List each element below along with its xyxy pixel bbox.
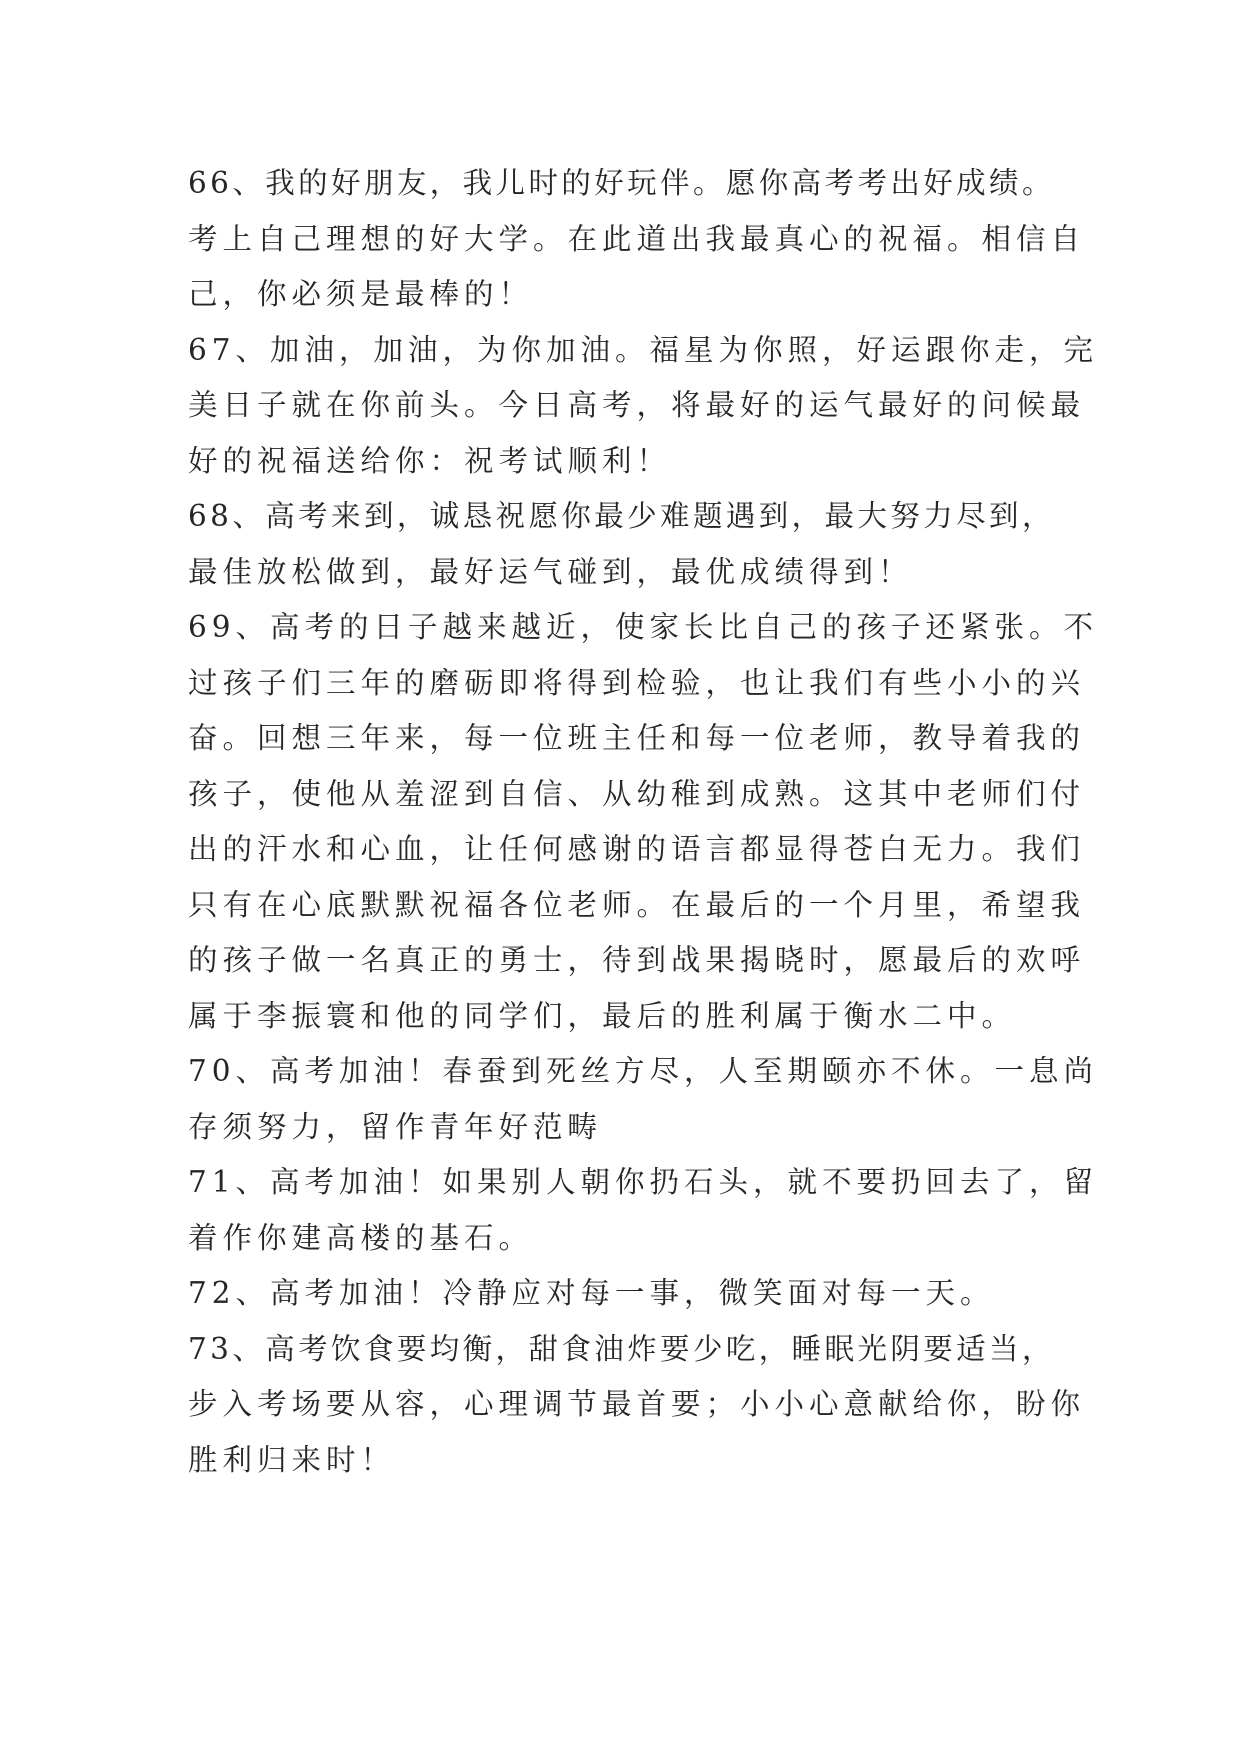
text-line: 67、加油，加油，为你加油。福星为你照，好运跟你走，完 [188,332,1099,367]
text-line: 68、高考来到，诚恳祝愿你最少难题遇到，最大努力尽到， [188,499,1055,533]
text-line: 步入考场要从容，心理调节最首要；小小心意献给你，盼你 [188,1387,1086,1421]
text-line: 奋。回想三年来，每一位班主任和每一位老师，教导着我的 [188,721,1086,755]
text-line: 最佳放松做到，最好运气碰到，最优成绩得到！ [188,554,913,589]
text-line: 的孩子做一名真正的勇士，待到战果揭晓时，愿最后的欢呼 [188,943,1086,977]
text-line: 72、高考加油！冷静应对每一事，微笑面对每一天。 [188,1276,995,1310]
text-line: 过孩子们三年的磨砺即将得到检验，也让我们有些小小的兴 [188,665,1086,700]
document-body [188,156,1099,1488]
text-line: 66、我的好朋友，我儿时的好玩伴。愿你高考考出好成绩。 [188,166,1055,200]
text-line: 己，你必须是最棒的！ [188,277,534,311]
text-line: 考上自己理想的好大学。在此道出我最真心的祝福。相信自 [188,221,1086,256]
text-line: 73、高考饮食要均衡，甜食油炸要少吃，睡眠光阴要适当， [188,1331,1055,1366]
text-line: 属于李振寰和他的同学们，最后的胜利属于衡水二中。 [188,998,1017,1033]
text-line: 只有在心底默默祝福各位老师。在最后的一个月里，希望我 [188,887,1086,922]
text-line: 出的汗水和心血，让任何感谢的语言都显得苍白无力。我们 [188,832,1086,866]
text-line: 69、高考的日子越来越近，使家长比自己的孩子还紧张。不 [188,610,1099,644]
text-line: 71、高考加油！如果别人朝你扔石头，就不要扔回去了，留 [188,1165,1099,1199]
text-line: 存须努力，留作青年好范畴 [188,1109,603,1144]
text-line: 70、高考加油！春蚕到死丝方尽，人至期颐亦不休。一息尚 [188,1054,1099,1088]
text-line: 胜利归来时！ [188,1442,396,1477]
text-line: 好的祝福送给你：祝考试顺利！ [188,443,672,478]
text-line: 美日子就在你前头。今日高考，将最好的运气最好的问候最 [188,388,1086,422]
text-line: 孩子，使他从羞涩到自信、从幼稚到成熟。这其中老师们付 [188,776,1086,811]
text-line: 着作你建高楼的基石。 [188,1220,534,1255]
